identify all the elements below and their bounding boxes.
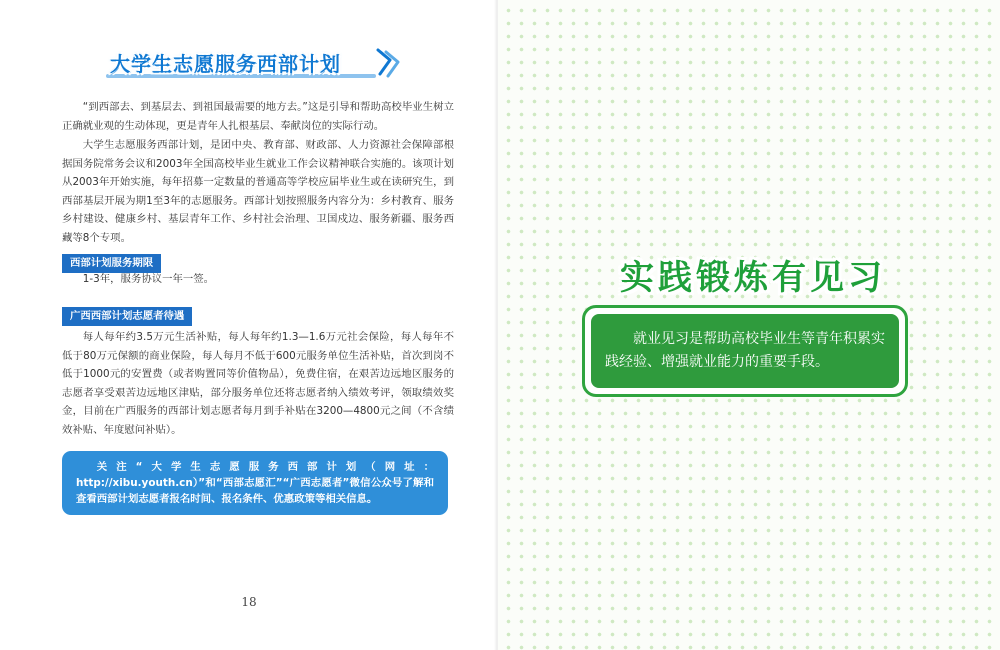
- service-period-label: 西部计划服务期限: [62, 254, 161, 273]
- treatment-label: 广西西部计划志愿者待遇: [62, 307, 192, 326]
- right-page: [498, 0, 1000, 650]
- internship-text: 就业见习是帮助高校毕业生等青年积累实践经验、增强就业能力的重要手段。: [605, 331, 885, 370]
- internship-box: [591, 314, 899, 388]
- section-title: [100, 44, 410, 84]
- internship-box-frame: [582, 305, 908, 397]
- intro-paragraph: “到西部去、到基层去、到祖国最需要的地方去。”这是引导和帮助高校毕业生树立正确就业观的生动体现，更是青年人扎根基层、奉献岗位的实际行动。: [62, 101, 454, 132]
- treatment-text: 每人每年约3.5万元生活补贴，每人每年约1.3—1.6万元社会保险，每人每年不低于80万元保额的商业保险，每人每月不低于600元服务单位生活补贴，首次到岗不低于1000元的安置费（或者购置同等价值物品），免费住宿，在艰苦边远地区服务的志愿者享受艰苦边远地区津贴，部分服务单位还将志愿者纳入绩效考评，领取绩效奖金，目前在广西服务的西部计划志愿者每月到手补贴在3200—4800元之间（不含绩效补贴、年度慰问补贴）。: [62, 331, 454, 436]
- practice-heading: 实践锻炼有见习: [620, 258, 886, 298]
- service-period-text: 1-3年，服务协议一年一签。: [82, 273, 215, 285]
- program-description-paragraph: 大学生志愿服务西部计划，是团中央、教育部、财政部、人力资源社会保障部根据国务院常务会议和2003年全国高校毕业生就业工作会议精神联合实施的。该项计划从2003年开始实施，每年招募一定数量的普通高等学校应届毕业生或在读研究生，到西部基层开展为期1至3年的志愿服务。西部计划按照服务内容分为：乡村教育、服务乡村建设、健康乡村、基层青年工作、乡村社会治理、卫国戍边、服务新疆、服务西藏等8个专项。: [62, 139, 454, 244]
- notice-text: 关注“大学生志愿服务西部计划（网址：http://xibu.youth.cn）”和“西部志愿汇”“广西志愿者”微信公众号了解和查看西部计划志愿者报名时间、报名条件、优惠政策等相关信息。: [76, 461, 434, 505]
- double-chevron-arrow-icon: [372, 46, 404, 80]
- notice-box: [62, 451, 448, 515]
- left-page: [0, 0, 498, 650]
- page-number: 18: [241, 595, 257, 609]
- page-title: 大学生志愿服务西部计划: [110, 52, 341, 76]
